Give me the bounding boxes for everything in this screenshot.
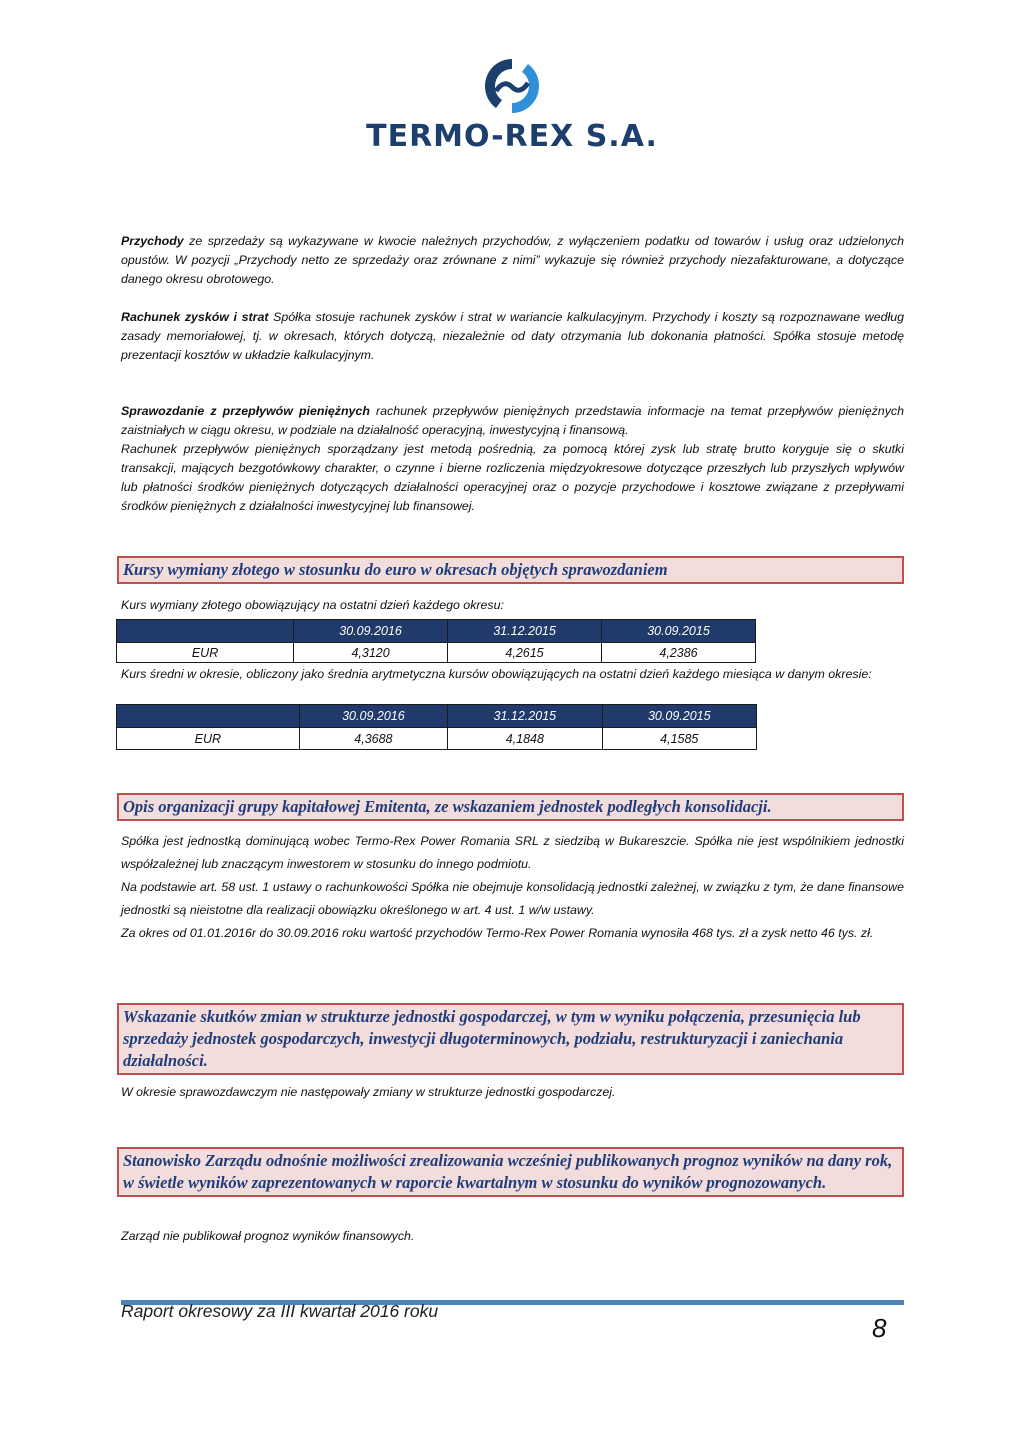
opis-paragraph-3: Za okres od 01.01.2016r do 30.09.2016 roku wartość przychodów Termo-Rex Power Romania wynosiła 468 tys. zł a zysk netto 46 tys. zł. — [121, 926, 874, 940]
przychody-heading: Przychody — [121, 234, 184, 248]
table-header-cell — [117, 620, 294, 643]
footer-report-title: Raport okresowy za III kwartał 2016 roku — [121, 1301, 439, 1321]
exchange-rate-table-average — [116, 704, 757, 750]
table-header-cell: 30.09.2015 — [602, 705, 756, 728]
table-cell-currency: EUR — [117, 728, 300, 750]
przychody-paragraph — [121, 232, 904, 289]
kurs-label-1: Kurs wymiany złotego obowiązujący na ostatni dzień każdego okresu: — [121, 598, 504, 612]
page-number: 8 — [872, 1313, 887, 1343]
table-row — [117, 728, 757, 750]
table-row — [117, 643, 756, 663]
company-logo — [0, 55, 1024, 154]
table-header-cell: 31.12.2015 — [448, 620, 602, 643]
section-heading-stanowisko: Stanowisko Zarządu odnośnie możliwości zrealizowania wcześniej publikowanych prognoz wyników na dany rok, w świetle wyników zaprezentowanych w raporcie kwartalnym w stosunku do wyników prognozowanych. — [117, 1147, 904, 1197]
opis-paragraph-2: Na podstawie art. 58 ust. 1 ustawy o rachunkowości Spółka nie obejmuje konsolidacją jednostki zależnej, w związku z tym, że dane finansowe jednostki są nieistotne dla realizacji obowiązku określonego w art. 4 ust. 1 w/w ustawy. — [121, 880, 904, 917]
table-header-cell: 30.09.2016 — [294, 620, 448, 643]
exchange-rate-table-end — [116, 619, 756, 663]
table-header-row — [117, 620, 756, 643]
kurs-label-2: Kurs średni w okresie, obliczony jako średnia arytmetyczna kursów obowiązujących na ostatni dzień każdego miesiąca w danym okresie: — [121, 667, 872, 681]
rachunek-paragraph — [121, 308, 904, 365]
table-cell: 4,3120 — [294, 643, 448, 663]
sprawozdanie-paragraph — [121, 402, 904, 516]
table-cell: 4,1585 — [602, 728, 756, 750]
table-header-cell: 30.09.2016 — [299, 705, 447, 728]
table-cell: 4,2615 — [448, 643, 602, 663]
sprawozdanie-text-1: rachunek przepływów pieniężnych przedstawia informacje na temat przepływów pieniężnych zaistniałych w ciągu okresu, w podziale na działalność operacyjną, inwestycyjną i finansową. — [121, 404, 904, 437]
termo-rex-logo-icon — [472, 55, 552, 117]
table-cell: 4,1848 — [448, 728, 602, 750]
table-cell: 4,3688 — [299, 728, 447, 750]
section-heading-kursy: Kursy wymiany złotego w stosunku do euro w okresach objętych sprawozdaniem — [117, 556, 904, 584]
section-heading-skutki: Wskazanie skutków zmian w strukturze jednostki gospodarczej, w tym w wyniku połączenia, przesunięcia lub sprzedaży jednostek gospodarczych, inwestycji długoterminowych, podziału, restrukturyzacji i zaniechania działalności. — [117, 1003, 904, 1075]
sprawozdanie-heading: Sprawozdanie z przepływów pieniężnych — [121, 404, 370, 418]
section-heading-opis: Opis organizacji grupy kapitałowej Emitenta, ze wskazaniem jednostek podległych konsolidacji. — [117, 793, 904, 821]
sprawozdanie-text-2: Rachunek przepływów pieniężnych sporządzany jest metodą pośrednią, za pomocą której zysk lub stratę brutto koryguje się o skutki transakcji, mających bezgotówkowy charakter, o czynne i bierne rozliczenia międzyokresowe dotyczące przeszłych lub przyszłych wpływów lub płatności środków pieniężnych dotyczących działalności operacyjnej oraz o pozycje przychodowe i kosztowe związane z przepływami środków pieniężnych z działalności inwestycyjnej lub finansowej. — [121, 442, 904, 513]
table-cell: 4,2386 — [602, 643, 756, 663]
table-header-cell: 30.09.2015 — [602, 620, 756, 643]
table-header-row — [117, 705, 757, 728]
table-header-cell — [117, 705, 300, 728]
opis-body — [121, 830, 904, 945]
table-header-cell: 31.12.2015 — [448, 705, 602, 728]
logo-text: TERMO-REX S.A. — [366, 119, 658, 154]
rachunek-heading: Rachunek zysków i strat — [121, 310, 269, 324]
rachunek-text: Spółka stosuje rachunek zysków i strat w wariancie kalkulacyjnym. Przychody i koszty są rozpoznawane według zasady memoriałowej, tj. w okresach, których dotyczą, niezależnie od daty otrzymania lub dokonania płatności. Spółka stosuje metodę prezentacji kosztów w układzie kalkulacyjnym. — [121, 310, 905, 362]
przychody-text: ze sprzedaży są wykazywane w kwocie należnych przychodów, z wyłączeniem podatku od towarów i usług oraz udzielonych opustów. W pozycji „Przychody netto ze sprzedaży oraz zrównane z nimi” wykazuje się również przychody niezafakturowane, a dotyczące danego okresu obrotowego. — [121, 234, 904, 286]
opis-paragraph-1: Spółka jest jednostką dominującą wobec Termo-Rex Power Romania SRL z siedzibą w Bukareszcie. Spółka nie jest wspólnikiem jednostki współzależnej lub znaczącym inwestorem w stosunku do innego podmiotu. — [121, 834, 904, 871]
stanowisko-body: Zarząd nie publikował prognoz wyników finansowych. — [121, 1229, 415, 1243]
skutki-body: W okresie sprawozdawczym nie następowały zmiany w strukturze jednostki gospodarczej. — [121, 1085, 616, 1099]
table-cell-currency: EUR — [117, 643, 294, 663]
